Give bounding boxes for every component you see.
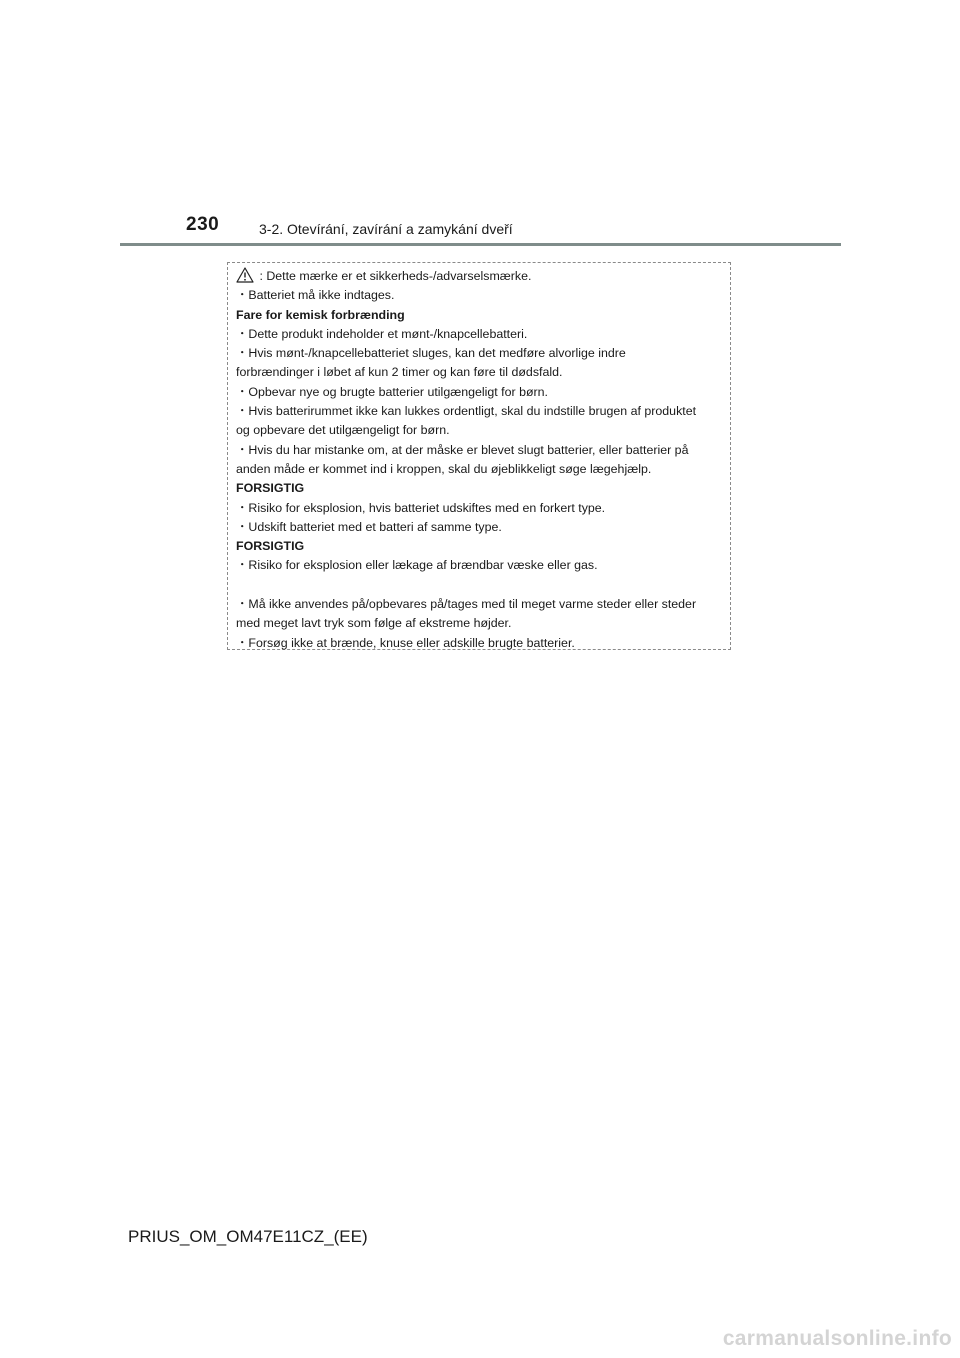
warning-icon-label: : Dette mærke er et sikkerheds-/advarselsmærke.	[256, 269, 532, 283]
warning-spacer	[236, 576, 730, 595]
warning-line-19: ・Forsøg ikke at brænde, knuse eller adskille brugte batterier.	[236, 635, 575, 650]
warning-line-12: ・Risiko for eksplosion, hvis batteriet udskiftes med en forkert type.	[236, 500, 606, 515]
warning-line-0	[236, 267, 730, 286]
warning-line-8: og opbevare det utilgængeligt for børn.	[236, 423, 450, 438]
warning-line-13: ・Udskift batteriet med et batteri af samme type.	[236, 519, 502, 534]
warning-line-15: ・Risiko for eksplosion eller lækage af brændbar væske eller gas.	[236, 558, 598, 573]
document-code: PRIUS_OM_OM47E11CZ_(EE)	[128, 1227, 368, 1246]
warning-line-17: ・Må ikke anvendes på/opbevares på/tages med til meget varme steder eller steder	[236, 597, 697, 612]
warning-line-3: ・Dette produkt indeholder et mønt-/knapcellebatteri.	[236, 326, 528, 341]
warning-line-10: anden måde er kommet ind i kroppen, skal du øjeblikkeligt søge lægehjælp.	[236, 461, 652, 476]
warning-line-9: ・Hvis du har mistanke om, at der måske er blevet slugt batterier, eller batterier på	[236, 442, 689, 457]
warning-line-18: med meget lavt tryk som følge af ekstreme højder.	[236, 616, 512, 631]
warning-heading-caution-2: FORSIGTIG	[236, 539, 305, 554]
section-title: 3-2. Otevírání, zavírání a zamykání dveří	[259, 221, 513, 237]
header-rule	[120, 243, 841, 246]
page-number: 230	[186, 214, 220, 235]
warning-heading-chemical-burn: Fare for kemisk forbrænding	[236, 307, 405, 322]
warning-heading-caution-1: FORSIGTIG	[236, 481, 305, 496]
warning-line-6: ・Opbevar nye og brugte batterier utilgængeligt for børn.	[236, 384, 548, 399]
warning-line-4: ・Hvis mønt-/knapcellebatteriet sluges, kan det medføre alvorlige indre	[236, 346, 626, 361]
warning-line-5: forbrændinger i løbet af kun 2 timer og kan føre til dødsfald.	[236, 365, 563, 380]
warning-box	[227, 262, 731, 650]
warning-line-1: ・Batteriet må ikke indtages.	[236, 288, 395, 303]
watermark: carmanualsonline.info	[722, 1327, 952, 1350]
warning-line-7: ・Hvis batterirummet ikke kan lukkes ordentligt, skal du indstille brugen af produktet	[236, 404, 697, 419]
